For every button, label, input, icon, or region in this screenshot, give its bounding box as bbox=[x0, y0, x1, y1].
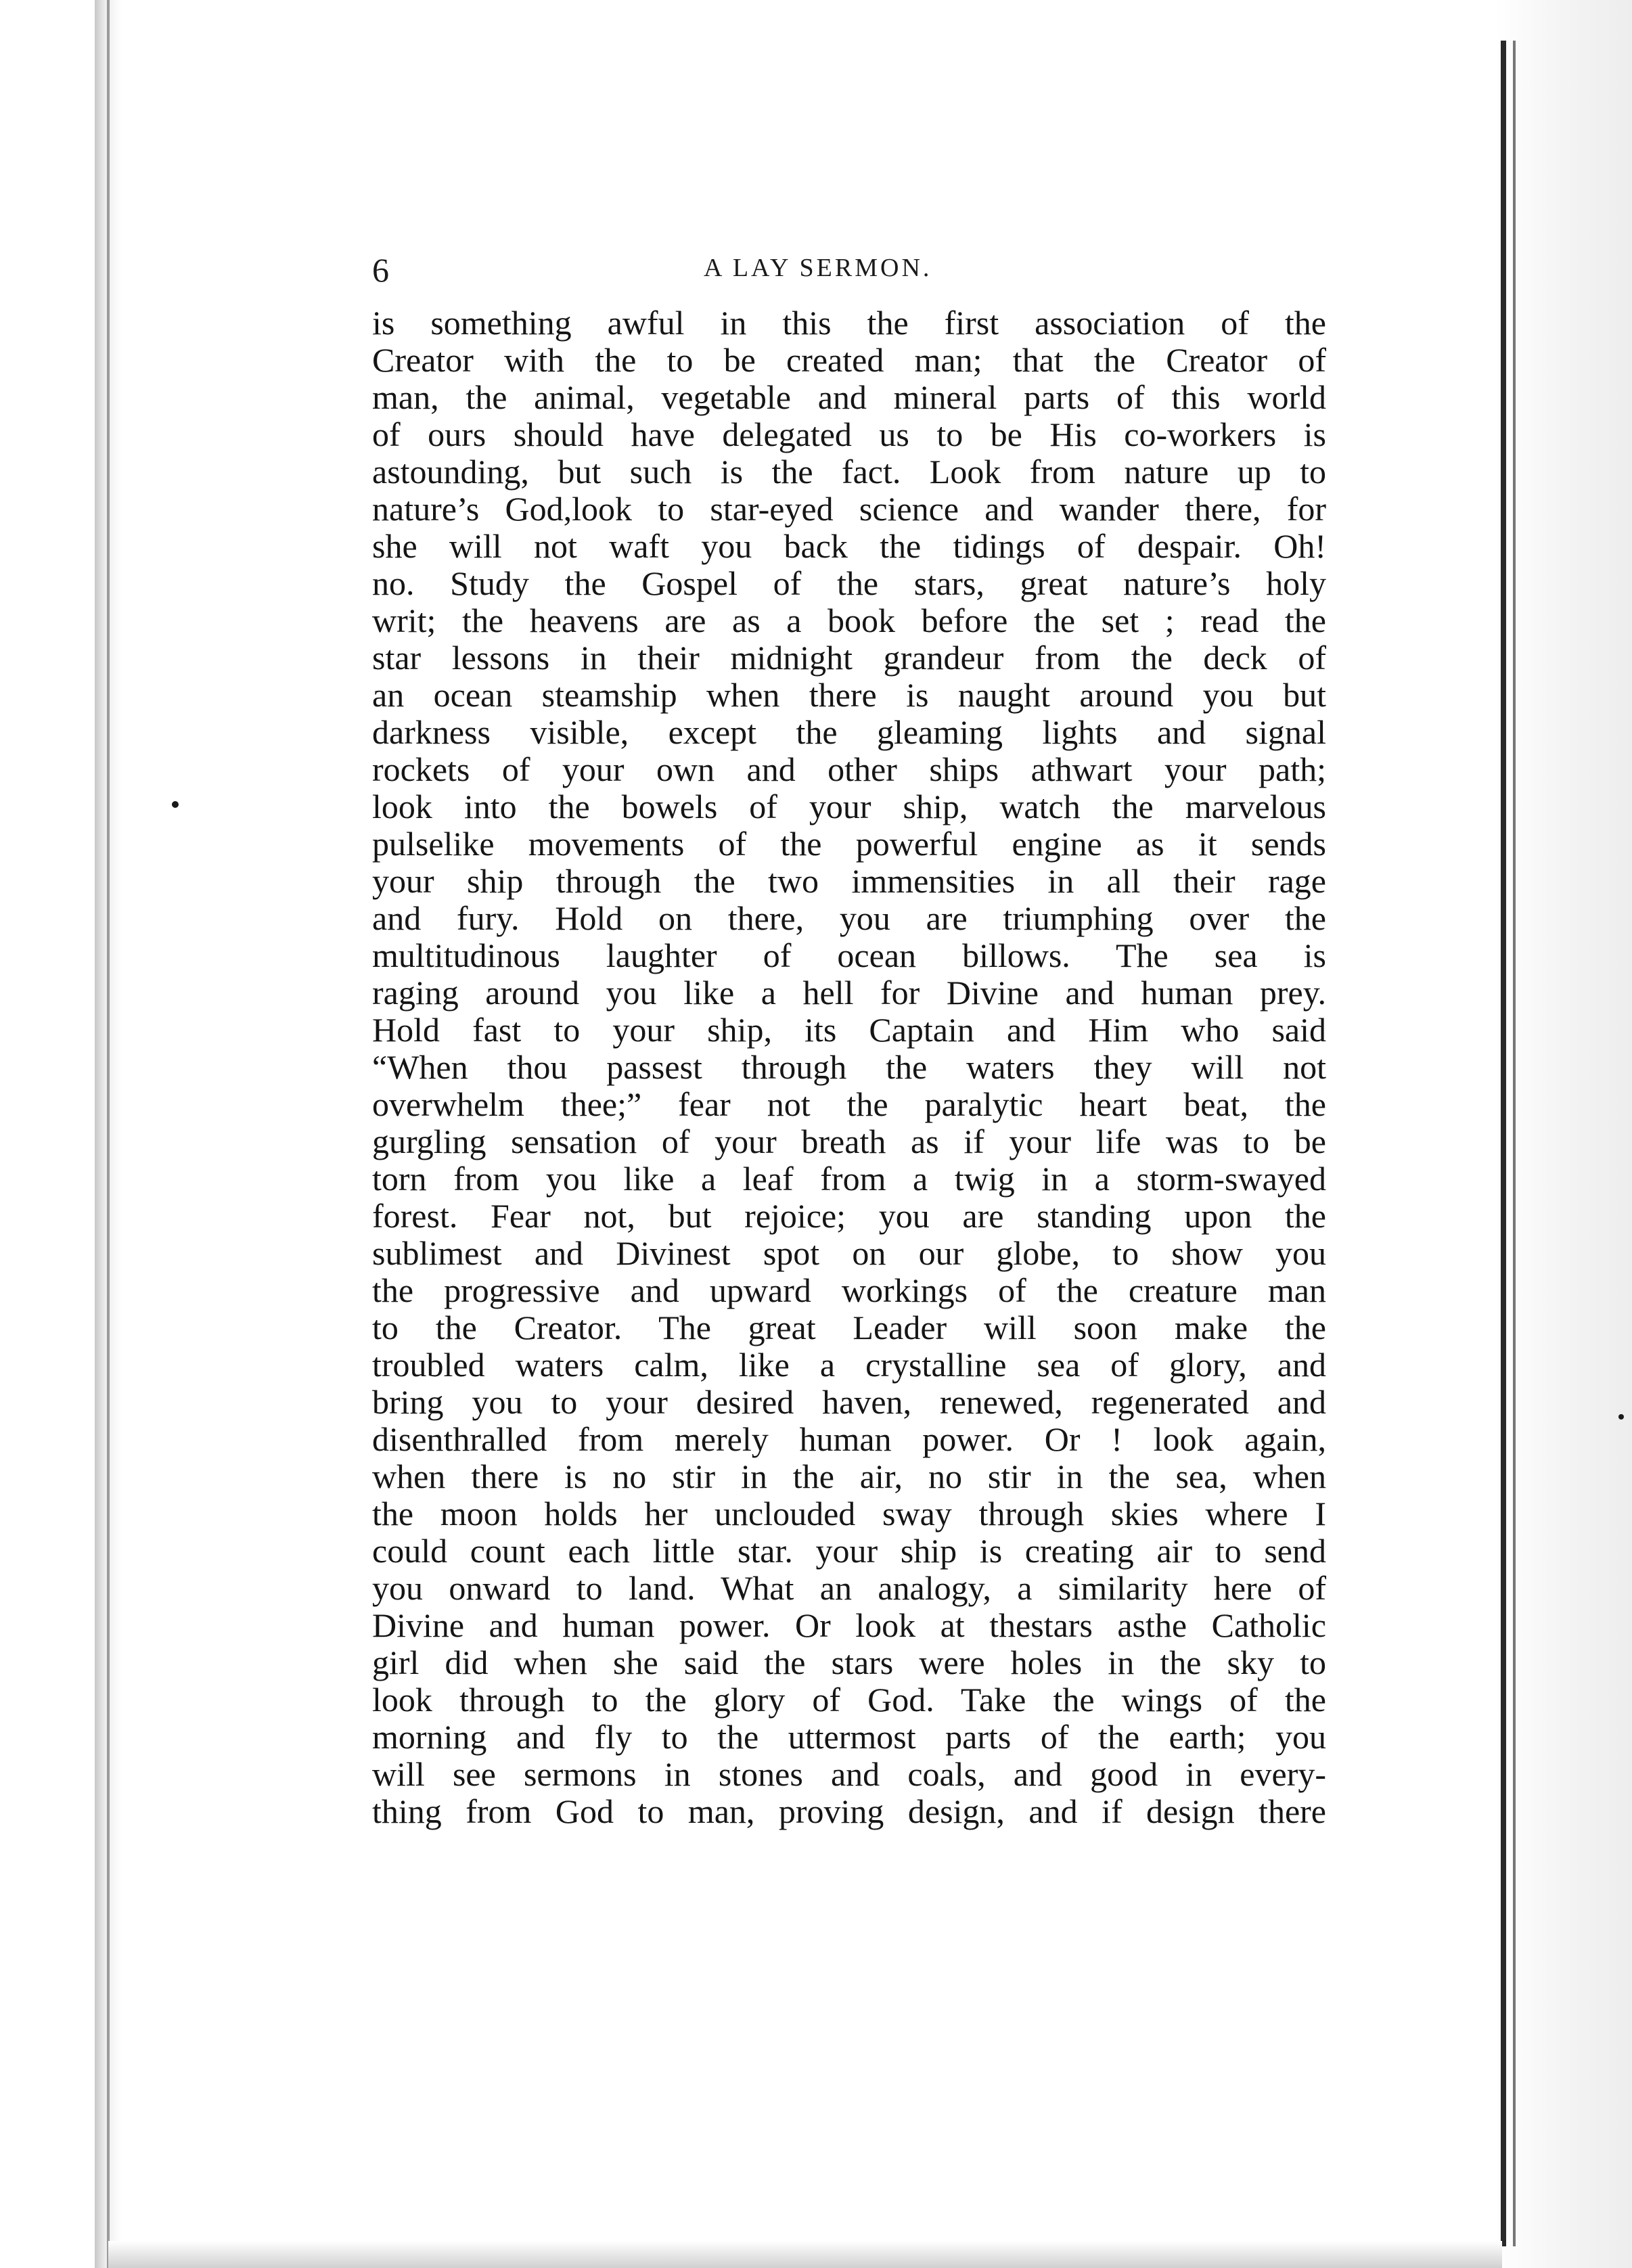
page-header bbox=[352, 244, 1326, 311]
text-line: troubled waters calm, like a crystalline sea of glory, and bbox=[372, 1346, 1326, 1384]
text-line: no. Study the Gospel of the stars, great nature’s holy bbox=[372, 564, 1326, 602]
text-line: raging around you like a hell for Divine and human prey. bbox=[372, 974, 1326, 1012]
text-line: overwhelm thee;” fear not the paralytic heart beat, the bbox=[372, 1085, 1326, 1123]
text-line: is something awful in this the first association of the bbox=[372, 304, 1326, 342]
body-text bbox=[372, 304, 1326, 1830]
running-title: A LAY SERMON. bbox=[704, 254, 932, 282]
text-line: look through to the glory of God. Take the wings of the bbox=[372, 1681, 1326, 1719]
book-page bbox=[352, 244, 1326, 2219]
text-line: man, the animal, vegetable and mineral parts of this world bbox=[372, 378, 1326, 416]
page-number: 6 bbox=[372, 251, 389, 289]
text-line: your ship through the two immensities in all their rage bbox=[372, 862, 1326, 900]
text-line: Hold fast to your ship, its Captain and Him who said bbox=[372, 1011, 1326, 1049]
text-line: “When thou passest through the waters they will not bbox=[372, 1048, 1326, 1086]
text-line: multitudinous laughter of ocean billows. The sea is bbox=[372, 936, 1326, 974]
text-line: could count each little star. your ship is creating air to send bbox=[372, 1532, 1326, 1570]
scan-speck bbox=[1618, 1414, 1624, 1420]
text-line: writ; the heavens are as a book before the set ; read the bbox=[372, 602, 1326, 639]
text-line: forest. Fear not, but rejoice; you are standing upon the bbox=[372, 1197, 1326, 1235]
scan-bottom-shadow bbox=[108, 2241, 1502, 2268]
text-line: you onward to land. What an analogy, a similarity here of bbox=[372, 1569, 1326, 1607]
text-line: disenthralled from merely human power. Or ! look again, bbox=[372, 1420, 1326, 1458]
scan-right-edge bbox=[1495, 0, 1632, 2268]
scan-right-edge-line-inner bbox=[1513, 41, 1516, 2246]
text-line: torn from you like a leaf from a twig in a storm-swayed bbox=[372, 1160, 1326, 1198]
scan-speck bbox=[172, 801, 179, 808]
scan-left-edge-line bbox=[107, 0, 110, 2268]
text-line: sublimest and Divinest spot on our globe, to show you bbox=[372, 1234, 1326, 1272]
text-line: the progressive and upward workings of the creature man bbox=[372, 1271, 1326, 1309]
text-line: gurgling sensation of your breath as if your life was to be bbox=[372, 1122, 1326, 1160]
text-line: girl did when she said the stars were holes in the sky to bbox=[372, 1643, 1326, 1681]
text-line: when there is no stir in the air, no stir in the sea, when bbox=[372, 1457, 1326, 1495]
text-line: Creator with the to be created man; that the Creator of bbox=[372, 341, 1326, 379]
text-line: thing from God to man, proving design, and if design there bbox=[372, 1792, 1326, 1830]
text-line: darkness visible, except the gleaming lights and signal bbox=[372, 713, 1326, 751]
text-line: an ocean steamship when there is naught around you but bbox=[372, 676, 1326, 714]
text-line: and fury. Hold on there, you are triumphing over the bbox=[372, 899, 1326, 937]
text-line: pulselike movements of the powerful engine as it sends bbox=[372, 825, 1326, 863]
text-line: look into the bowels of your ship, watch the marvelous bbox=[372, 788, 1326, 825]
text-line: of ours should have delegated us to be His co-workers is bbox=[372, 415, 1326, 453]
scan-right-edge-line bbox=[1501, 41, 1506, 2246]
text-line: she will not waft you back the tidings of despair. Oh! bbox=[372, 527, 1326, 565]
text-line: bring you to your desired haven, renewed, regenerated and bbox=[372, 1383, 1326, 1421]
text-line: nature’s God,look to star-eyed science and wander there, for bbox=[372, 490, 1326, 528]
text-line: morning and fly to the uttermost parts of the earth; you bbox=[372, 1718, 1326, 1756]
text-line: the moon holds her unclouded sway through skies where I bbox=[372, 1495, 1326, 1533]
text-line: star lessons in their midnight grandeur from the deck of bbox=[372, 639, 1326, 677]
text-line: to the Creator. The great Leader will soon make the bbox=[372, 1309, 1326, 1346]
text-line: Divine and human power. Or look at thestars asthe Catholic bbox=[372, 1606, 1326, 1644]
text-line: astounding, but such is the fact. Look from nature up to bbox=[372, 453, 1326, 491]
text-line: rockets of your own and other ships athwart your path; bbox=[372, 750, 1326, 788]
text-line: will see sermons in stones and coals, and good in every- bbox=[372, 1755, 1326, 1793]
